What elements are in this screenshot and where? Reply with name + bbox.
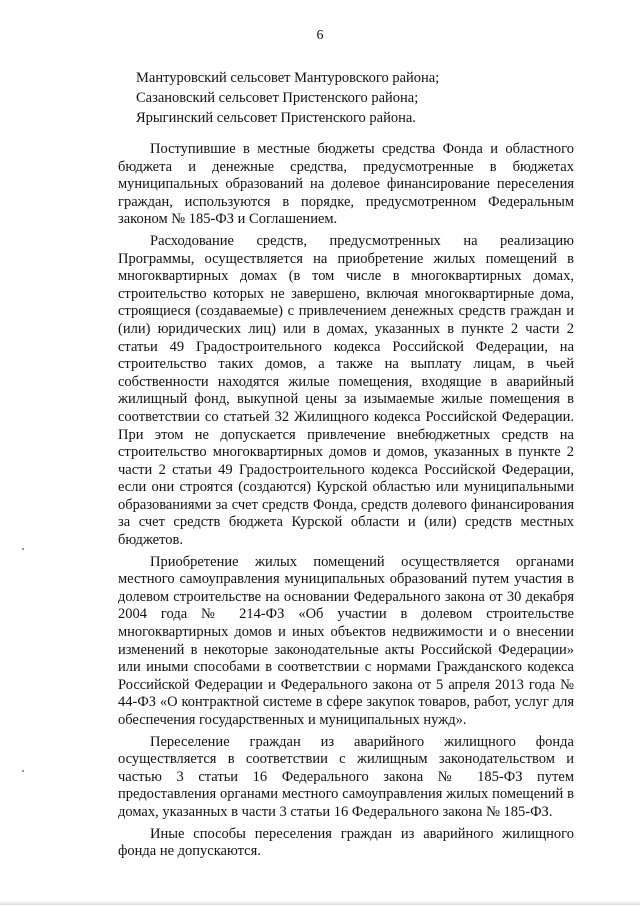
scan-edge — [0, 901, 640, 905]
scan-mark — [22, 548, 24, 550]
scan-mark — [22, 770, 24, 772]
list-item: Сазановский сельсовет Пристенского района; — [136, 90, 419, 106]
paragraph-resettlement: Переселение граждан из аварийного жилищного фонда осуществляется в соответствии с жилищным законодательством и частью 3 статьи 16 Федерального закона № 185-ФЗ путем предоставления органами местного самоуправления жилых помещений в домах, указанных в части 3 статьи 16 Федерального закона № 185-ФЗ. — [118, 733, 574, 820]
paragraph-expenditure: Расходование средств, предусмотренных на реализацию Программы, осуществляется на приобретение жилых помещений в многоквартирных домах (в том числе в многоквартирных домах, строительство которых не завершено, включая многоквартирные дома, строящиеся (создаваемые) с привлечением денежных средств граждан и (или) юридических лиц) или в домах, указанных в пункте 2 части 2 статьи 49 Градостроительного кодекса Российской Федерации, на строительство таких домов, а также на выплату лицам, в чьей собственности находятся жилые помещения, входящие в аварийный жилищный фонд, выкупной цены за изымаемые жилые помещения в соответствии со статьей 32 Жилищного кодекса Российской Федерации. При этом не допускается привлечение внебюджетных средств на строительство многоквартирных домов и домов, указанных в пункте 2 части 2 статьи 49 Градостроительного кодекса Российской Федерации, если они строятся (создаются) Курской областью или муниципальными образованиями за счет средств Фонда, средств долевого финансирования за счет средств бюджета Курской области и (или) средств местных бюджетов. — [118, 232, 574, 549]
document-body — [118, 141, 574, 865]
paragraph-funds-usage: Поступившие в местные бюджеты средства Фонда и областного бюджета и денежные средства, предусмотренные в бюджетах муниципальных образований на долевое финансирование переселения граждан, используются в порядке, предусмотренном Федеральным законом № 185-ФЗ и Соглашением. — [118, 141, 574, 228]
paragraph-acquisition: Приобретение жилых помещений осуществляется органами местного самоуправления муниципальных образований путем участия в долевом строительстве на основании Федерального закона от 30 декабря 2004 года № 214-ФЗ «Об участии в долевом строительстве многоквартирных домов и иных объектов недвижимости и о внесении изменений в некоторые законодательные акты Российской Федерации» или иными способами в соответствии с нормами Гражданского кодекса Российской Федерации и Федерального закона от 5 апреля 2013 года № 44-ФЗ «О контрактной системе в сфере закупок товаров, работ, услуг для обеспечения государственных и муниципальных нужд». — [118, 553, 574, 728]
page-number: 6 — [316, 28, 324, 43]
list-item: Мантуровский сельсовет Мантуровского района; — [136, 70, 440, 86]
list-item: Ярыгинский сельсовет Пристенского района. — [136, 110, 416, 126]
paragraph-other-methods: Иные способы переселения граждан из аварийного жилищного фонда не допускаются. — [118, 825, 574, 860]
settlement-list — [136, 68, 596, 128]
